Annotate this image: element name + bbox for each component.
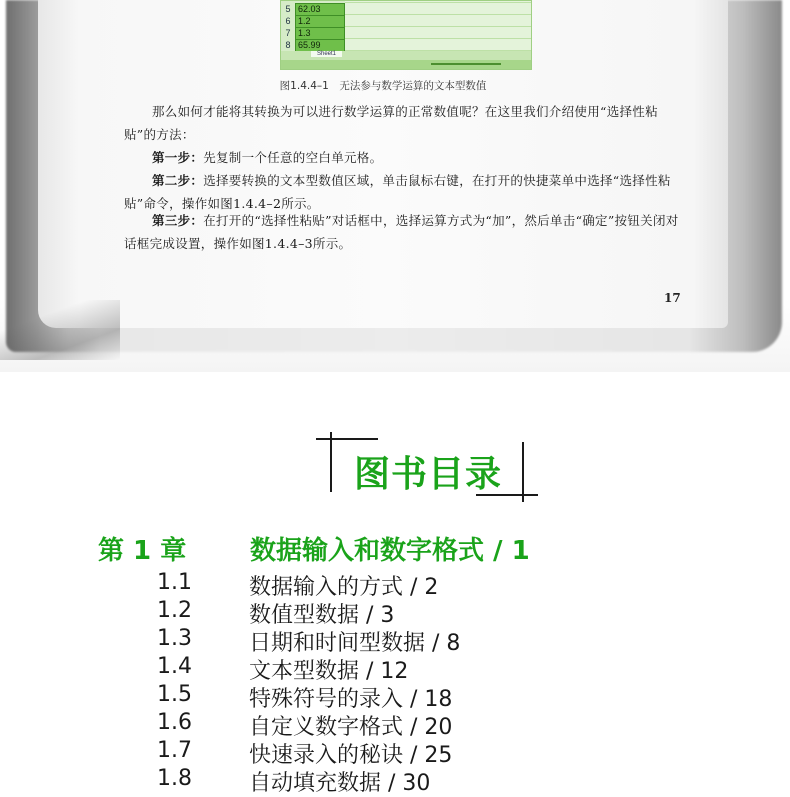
step-label: 第一步： [152, 150, 204, 165]
list-item [0, 680, 790, 712]
corner-line [316, 438, 378, 440]
list-item [0, 624, 790, 656]
section-title: 数值型数据 / 3 [249, 603, 395, 628]
excel-cell: 65.99 [295, 39, 345, 52]
excel-status-bar [281, 60, 531, 69]
toc-title: 图书目录 [353, 454, 502, 495]
section-title: 特殊符号的录入 / 18 [249, 687, 453, 712]
section-title: 自动填充数据 / 30 [249, 771, 431, 796]
section-number: 1.4 [157, 654, 192, 679]
excel-cell: 62.03 [295, 3, 345, 16]
list-item [0, 708, 790, 740]
book-page [38, 0, 728, 328]
step-text: 选择要转换的文本型数值区域，单击鼠标右键，在打开的快捷菜单中选择“选择性粘贴”命令，操作如图1.4.4–2所示。 [124, 173, 671, 211]
excel-cell: 1.2 [295, 15, 345, 28]
sheet-tab: Sheet1 [311, 51, 342, 57]
excel-grid [345, 1, 531, 51]
step-label: 第二步： [152, 173, 204, 188]
list-item [0, 596, 790, 628]
excel-row-number: 5 [285, 4, 291, 14]
excel-row [281, 39, 345, 51]
corner-line [330, 432, 332, 492]
step-3 [124, 209, 680, 255]
excel-sheet-bar [281, 51, 531, 60]
step-text: 先复制一个任意的空白单元格。 [203, 150, 383, 165]
section-number: 1.1 [157, 570, 192, 595]
excel-row [281, 3, 345, 15]
step-label: 第三步： [152, 213, 204, 228]
zoom-slider [431, 63, 501, 65]
list-item [0, 652, 790, 684]
page-number: 17 [664, 291, 681, 305]
list-item [0, 736, 790, 768]
excel-row-number: 6 [285, 16, 291, 26]
step-1 [124, 146, 680, 169]
excel-cell: 1.3 [295, 27, 345, 40]
section-number: 1.7 [157, 738, 192, 763]
section-number: 1.6 [157, 710, 192, 735]
list-item [0, 764, 790, 796]
excel-row [281, 15, 345, 27]
section-list [0, 568, 790, 796]
excel-row [281, 27, 345, 39]
figure-caption: 图1.4.4–1 无法参与数学运算的文本型数值 [279, 80, 487, 92]
section-title: 文本型数据 / 12 [249, 659, 409, 684]
chapter-number: 第 1 章 [98, 536, 187, 566]
chapter-title: 数据输入和数字格式 / 1 [250, 536, 530, 566]
section-number: 1.2 [157, 598, 192, 623]
excel-screenshot [280, 0, 532, 70]
toc-heading [316, 432, 538, 502]
section-title: 数据输入的方式 / 2 [249, 575, 439, 600]
list-item [0, 568, 790, 600]
section-number: 1.3 [157, 626, 192, 651]
section-title: 日期和时间型数据 / 8 [249, 631, 461, 656]
section-number: 1.8 [157, 766, 192, 791]
step-text: 在打开的“选择性粘贴”对话框中，选择运算方式为“加”，然后单击“确定”按钮关闭对话框完成设置，操作如图1.4.4–3所示。 [124, 213, 679, 251]
excel-row-number: 8 [285, 40, 291, 50]
page-curl-shadow [0, 300, 120, 360]
paragraph-intro [124, 100, 680, 146]
excel-row-number: 7 [285, 28, 291, 38]
section-title: 快速录入的秘诀 / 25 [249, 743, 453, 768]
chapter-heading [98, 530, 778, 570]
corner-line [522, 442, 524, 502]
paragraph-text: 那么如何才能将其转换为可以进行数学运算的正常数值呢？在这里我们介绍使用“选择性粘贴”的方法： [124, 104, 658, 142]
book-photo [0, 0, 790, 372]
section-title: 自定义数字格式 / 20 [249, 715, 453, 740]
section-number: 1.5 [157, 682, 192, 707]
